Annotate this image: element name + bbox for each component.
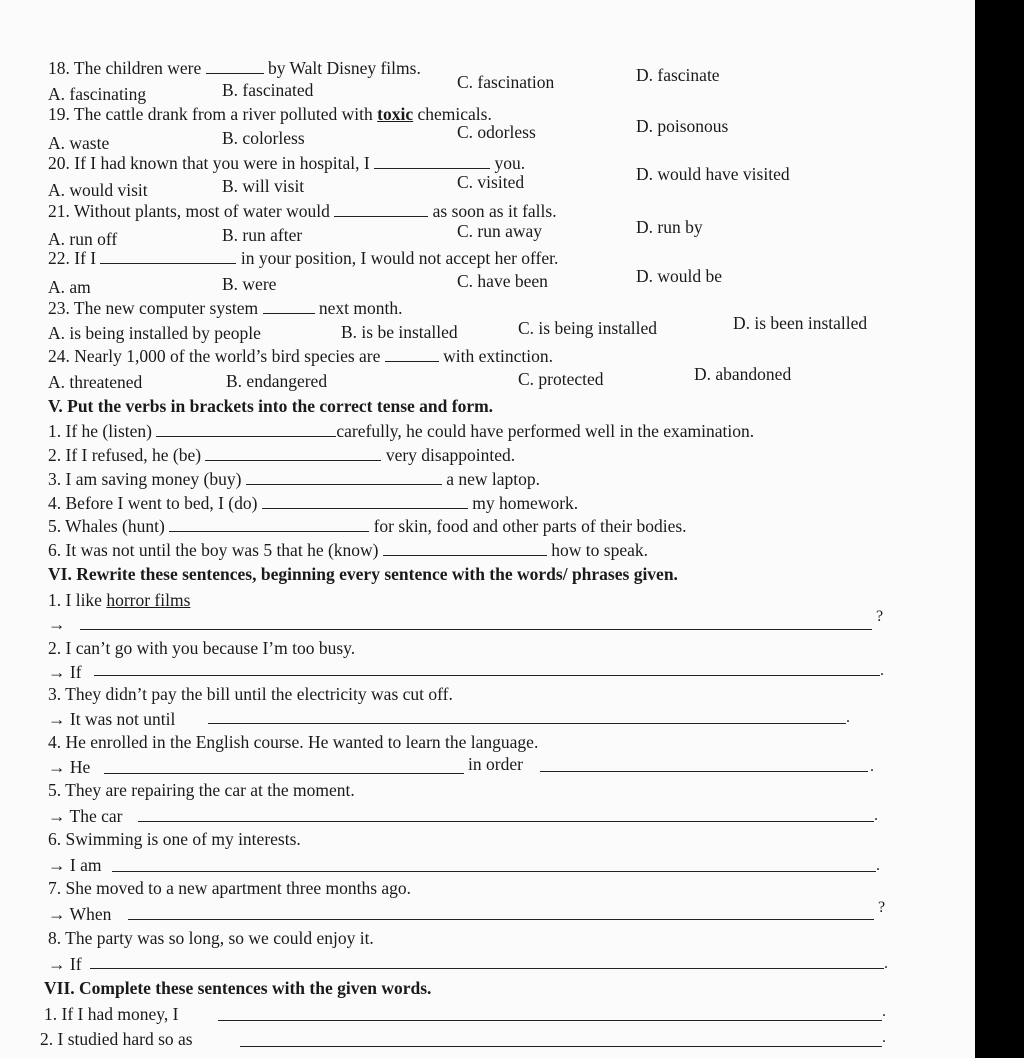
complete-sentence-item: 1. If I had money, I bbox=[44, 1004, 179, 1024]
rewrite-answer-start: → bbox=[48, 614, 66, 634]
section-6-heading: VI. Rewrite these sentences, beginning every sentence with the words/ phrases given. bbox=[48, 564, 678, 584]
rewrite-answer-start: → It was not until bbox=[48, 709, 176, 729]
option-a[interactable]: A. am bbox=[48, 277, 91, 297]
answer-blank[interactable] bbox=[205, 445, 381, 461]
option-b[interactable]: B. will visit bbox=[222, 176, 305, 196]
rewrite-answer-start: → If bbox=[48, 662, 82, 682]
option-a[interactable]: A. waste bbox=[48, 133, 110, 153]
question-24-stem: 24. Nearly 1,000 of the world’s bird species are with extinction. bbox=[48, 346, 554, 366]
option-d[interactable]: D. fascinate bbox=[636, 65, 720, 85]
answer-blank[interactable] bbox=[100, 248, 236, 264]
option-b[interactable]: B. is be installed bbox=[341, 322, 458, 342]
end-punctuation: . bbox=[876, 857, 880, 874]
end-punctuation: . bbox=[870, 758, 874, 775]
answer-blank[interactable] bbox=[374, 153, 490, 169]
option-c[interactable]: C. fascination bbox=[457, 72, 555, 92]
answer-line[interactable] bbox=[112, 871, 876, 872]
option-b[interactable]: B. run after bbox=[222, 225, 303, 245]
rewrite-prompt: 3. They didn’t pay the bill until the electricity was cut off. bbox=[48, 684, 453, 704]
question-22-stem: 22. If I in your position, I would not accept her offer. bbox=[48, 248, 559, 268]
end-punctuation: . bbox=[882, 1003, 886, 1020]
answer-blank[interactable] bbox=[206, 58, 264, 74]
answer-line[interactable] bbox=[240, 1046, 882, 1047]
option-b[interactable]: B. colorless bbox=[222, 128, 305, 148]
option-b[interactable]: B. endangered bbox=[226, 371, 328, 391]
rewrite-answer-start: → If bbox=[48, 954, 82, 974]
option-d[interactable]: D. would have visited bbox=[636, 164, 790, 184]
answer-line[interactable] bbox=[94, 675, 880, 676]
section-5-item: 6. It was not until the boy was 5 that he (know) how to speak. bbox=[48, 540, 648, 560]
section-5-item: 1. If he (listen) carefully, he could have performed well in the examination. bbox=[48, 421, 755, 441]
option-a[interactable]: A. run off bbox=[48, 229, 118, 249]
end-punctuation: . bbox=[884, 955, 888, 972]
rewrite-prompt: 5. They are repairing the car at the moment. bbox=[48, 780, 355, 800]
option-a[interactable]: A. threatened bbox=[48, 372, 143, 392]
answer-blank[interactable] bbox=[263, 298, 315, 314]
option-c[interactable]: C. have been bbox=[457, 271, 548, 291]
end-punctuation: . bbox=[880, 662, 884, 679]
answer-line[interactable] bbox=[90, 968, 884, 969]
rewrite-prompt: 4. He enrolled in the English course. He wanted to learn the language. bbox=[48, 732, 539, 752]
rewrite-answer-start: → I am bbox=[48, 855, 102, 875]
option-d[interactable]: D. abandoned bbox=[694, 364, 792, 384]
question-23-stem: 23. The new computer system next month. bbox=[48, 298, 403, 318]
answer-blank[interactable] bbox=[262, 493, 468, 509]
answer-line[interactable] bbox=[104, 773, 464, 774]
answer-line[interactable] bbox=[540, 771, 868, 772]
rewrite-prompt: 2. I can’t go with you because I’m too busy. bbox=[48, 638, 356, 658]
option-a[interactable]: A. fascinating bbox=[48, 84, 147, 104]
option-b[interactable]: B. fascinated bbox=[222, 80, 314, 100]
complete-sentence-item: 2. I studied hard so as bbox=[40, 1029, 193, 1049]
option-c[interactable]: C. visited bbox=[457, 172, 525, 192]
option-a[interactable]: A. is being installed by people bbox=[48, 323, 261, 343]
answer-blank[interactable] bbox=[383, 540, 547, 556]
section-5-item: 5. Whales (hunt) for skin, food and other parts of their bodies. bbox=[48, 516, 687, 536]
rewrite-prompt: 7. She moved to a new apartment three months ago. bbox=[48, 878, 412, 898]
answer-blank[interactable] bbox=[246, 469, 442, 485]
rewrite-answer-mid: in order bbox=[468, 754, 523, 774]
option-d[interactable]: D. is been installed bbox=[733, 313, 868, 333]
section-5-item: 2. If I refused, he (be) very disappointed. bbox=[48, 445, 516, 465]
end-punctuation: ? bbox=[878, 899, 886, 916]
rewrite-answer-start: → He bbox=[48, 757, 91, 777]
option-c[interactable]: C. odorless bbox=[457, 122, 536, 142]
section-7-heading: VII. Complete these sentences with the given words. bbox=[44, 978, 432, 998]
answer-line[interactable] bbox=[138, 821, 874, 822]
end-punctuation: . bbox=[874, 807, 878, 824]
answer-blank[interactable] bbox=[169, 516, 369, 532]
end-punctuation: . bbox=[846, 709, 850, 726]
rewrite-prompt: 8. The party was so long, so we could enjoy it. bbox=[48, 928, 374, 948]
answer-line[interactable] bbox=[208, 723, 846, 724]
answer-line[interactable] bbox=[218, 1020, 882, 1021]
option-d[interactable]: D. run by bbox=[636, 217, 703, 237]
rewrite-answer-start: → The car bbox=[48, 806, 123, 826]
option-d[interactable]: D. would be bbox=[636, 266, 723, 286]
end-punctuation: . bbox=[882, 1029, 886, 1046]
rewrite-prompt: 6. Swimming is one of my interests. bbox=[48, 829, 301, 849]
option-d[interactable]: D. poisonous bbox=[636, 116, 729, 136]
section-5-item: 3. I am saving money (buy) a new laptop. bbox=[48, 469, 540, 489]
rewrite-answer-start: → When bbox=[48, 904, 112, 924]
option-c[interactable]: C. run away bbox=[457, 221, 543, 241]
option-b[interactable]: B. were bbox=[222, 274, 277, 294]
option-c[interactable]: C. protected bbox=[518, 369, 604, 389]
question-21-stem: 21. Without plants, most of water would as soon as it falls. bbox=[48, 201, 557, 221]
end-punctuation: ? bbox=[876, 608, 884, 625]
section-5-item: 4. Before I went to bed, I (do) my homework. bbox=[48, 493, 579, 513]
answer-blank[interactable] bbox=[385, 346, 439, 362]
option-c[interactable]: C. is being installed bbox=[518, 318, 658, 338]
section-5-heading: V. Put the verbs in brackets into the correct tense and form. bbox=[48, 396, 494, 416]
option-a[interactable]: A. would visit bbox=[48, 180, 148, 200]
answer-blank[interactable] bbox=[156, 421, 336, 437]
answer-line[interactable] bbox=[80, 629, 872, 630]
question-19-stem: 19. The cattle drank from a river polluted with toxic chemicals. bbox=[48, 104, 492, 124]
answer-line[interactable] bbox=[128, 919, 874, 920]
rewrite-prompt: 1. I like horror films bbox=[48, 590, 191, 610]
question-18-stem: 18. The children were by Walt Disney films. bbox=[48, 58, 421, 78]
answer-blank[interactable] bbox=[334, 201, 428, 217]
question-20-stem: 20. If I had known that you were in hospital, I you. bbox=[48, 153, 526, 173]
